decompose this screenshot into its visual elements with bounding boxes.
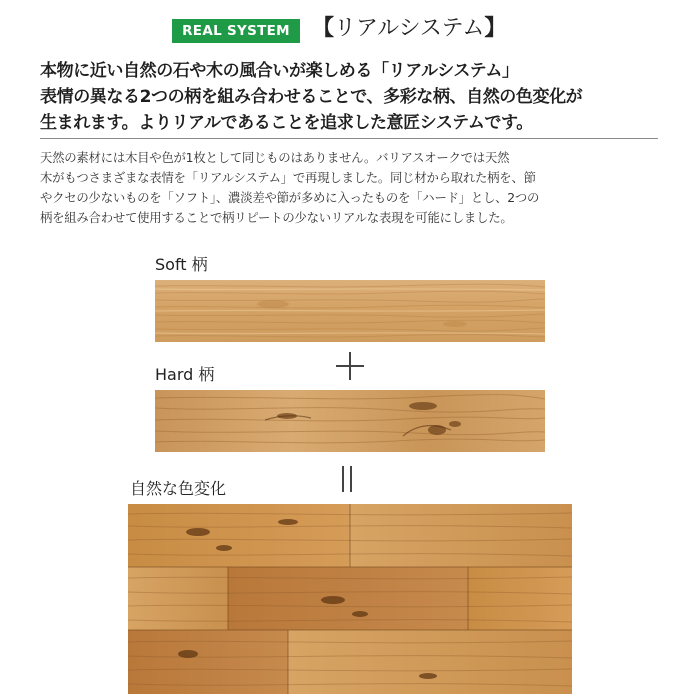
hard-pattern-swatch: [155, 390, 545, 452]
description-paragraph: [40, 148, 665, 228]
page-title: [312, 12, 506, 46]
natural-variation-floor-image: [128, 504, 572, 694]
natural-color-variation-label: 自然な色変化: [130, 479, 227, 498]
soft-pattern-swatch: [155, 280, 545, 342]
divider: [40, 138, 658, 139]
description-line: 木がもつさまざまな表情を「リアルシステム」で再現しました。同じ材から取れた柄を、節: [40, 170, 536, 185]
soft-pattern-label: Soft 柄: [155, 255, 208, 274]
description-line: やクセの少ないものを「ソフト」、濃淡差や節が多めに入ったものを「ハード」とし、2つの: [40, 190, 540, 205]
real-system-badge: REAL SYSTEM: [172, 19, 300, 43]
title-bracket-open: 【: [312, 16, 335, 41]
description-line: 天然の素材には木目や色が1枚として同じものはありません。バリアスオークでは天然: [40, 150, 510, 165]
equals-icon: [342, 466, 354, 492]
plus-icon: [336, 352, 364, 380]
lead-line: 表情の異なる2つの柄を組み合わせることで、多彩な柄、自然の色変化が: [40, 87, 583, 107]
title-text: リアルシステム: [334, 16, 485, 41]
lead-line: 本物に近い自然の石や木の風合いが楽しめる「リアルシステム」: [40, 61, 519, 81]
description-line: 柄を組み合わせて使用することで柄リピートの少ないリアルな表現を可能にしました。: [40, 210, 513, 225]
title-bracket-close: 】: [484, 16, 507, 41]
hard-pattern-label: Hard 柄: [155, 365, 215, 384]
lead-paragraph: [40, 58, 670, 136]
lead-line: 生まれます。よりリアルであることを追求した意匠システムです。: [40, 113, 533, 133]
